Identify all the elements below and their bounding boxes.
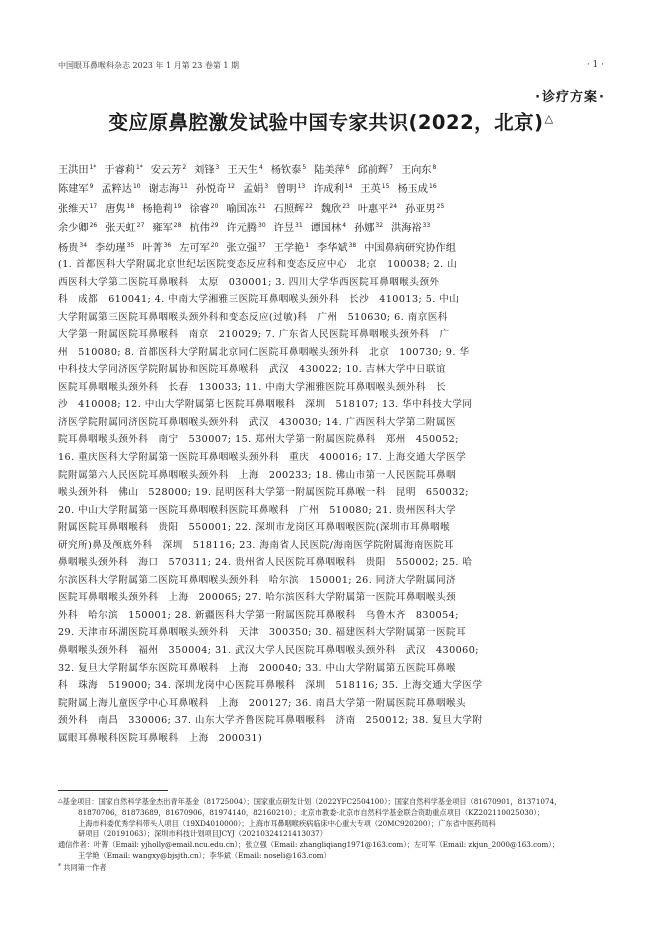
article-title [0,107,662,135]
article-title-text: 变应原鼻腔激发试验中国专家共识(2022，北京) [108,111,544,134]
author-name: 孙娜$^{32}$ [354,222,384,235]
author-name: 徐睿$^{20}$ [189,202,219,215]
author-name: 许昱$^{31}$ [273,222,303,235]
author-name: 谭国林$^4$ [310,222,347,235]
author-affiliation-index: 17 [89,202,98,210]
author-name: 叶菁$^{36}$ [142,241,172,254]
affiliation-line: 大学第一附属医院耳鼻喉科 南京 210029; 7. 广东省人民医院耳鼻咽喉头颈外科 广 [58,329,450,341]
author-name: 张立强$^{37}$ [226,241,266,254]
author-affiliation-index: 5 [302,164,307,171]
author-name: 王向东$^8$ [400,164,437,176]
co-first-author-note: * 共同第一作者 [58,862,107,872]
author-name: 孙悦奇$^{12}$ [195,183,235,196]
affiliation-line: 20. 中山大学附属第一医院耳鼻咽喉科医院耳鼻喉科 广州 510080; 21. 贵州医科大学 [58,504,457,516]
author-name: 安云芳$^2$ [150,164,187,176]
author-affiliation-index: 36 [163,241,172,249]
author-affiliation-index: 10 [132,183,141,191]
author-affiliation-index: 37 [258,241,266,249]
author-affiliation-index: 11 [180,183,188,191]
author-affiliation-index: 3 [215,164,220,171]
author-name: 王洪田$^{1*}$ [58,164,97,176]
contact-line: 通信作者：叶菁（Email: yjholly@email.ncu.edu.cn）；张立强（Email: zhangliqiang1971@163.com）；左可军（Email: zkjun_2000@163.com）； [58,840,560,850]
author-affiliation-index: 7 [389,164,393,171]
affiliation-line: (1. 首都医科大学附属北京世纪坛医院变态反应科和变态反应中心 北京 100038; 2. 山 [58,259,458,270]
author-line [58,197,608,216]
author-affiliation-index: 1* [135,164,143,171]
affiliation-line: 院附属第六人民医院耳鼻咽喉头颈外科 上海 200233; 18. 佛山市第一人民医院耳鼻咽 [58,469,457,481]
affiliation-line: 属眼耳鼻喉科医院耳鼻喉科 上海 200031) [58,732,263,744]
author-affiliation-index: 24 [389,202,398,210]
affiliation-list [58,256,605,747]
author-affiliation-index: 38 [348,241,357,249]
author-affiliation-index: 19 [173,202,182,210]
affiliation-line: 中科技大学同济医学院附属协和医院耳鼻喉科 武汉 430022; 10. 吉林大学中日联谊 [58,364,447,376]
author-name: 叶惠平$^{24}$ [357,202,398,215]
affiliation-line: 外科 哈尔滨 150001; 28. 新疆医科大学第一附属医院耳鼻喉科 乌鲁木齐 830054; [58,609,459,621]
author-name: 喻国冻$^{21}$ [226,202,266,215]
affiliation-line: 院耳鼻咽喉头颈外科 南宁 530007; 15. 郑州大学第一附属医院鼻科 郑州 450052; [58,434,459,446]
affiliation-line: 研究所)鼻及颅底外科 深圳 518116; 23. 海南省人民医院/海南医学院附属海南医院耳 [58,539,454,551]
footnote-divider [58,790,168,791]
author-affiliation-index: 15 [381,183,390,191]
author-name: 唐隽$^{18}$ [105,202,135,215]
author-affiliation-index: 16 [429,183,437,191]
affiliation-line: 29. 天津市环湖医院耳鼻咽喉头颈外科 天津 300350; 30. 福建医科大学附属第一医院耳 [58,627,467,639]
author-affiliation-index: 29 [210,222,219,230]
author-affiliation-index: 20 [210,241,219,249]
author-name: 李幼瑾$^{35}$ [95,241,135,254]
title-fund-mark: △ [544,111,554,125]
author-name: 孙亚男$^{25}$ [405,202,445,215]
author-affiliation-index: 32 [375,222,384,230]
author-name: 石照辉$^{22}$ [273,202,313,215]
author-affiliation-index: 12 [227,183,235,191]
author-list [58,158,608,255]
affiliation-line: 16. 重庆医科大学附属第一医院耳鼻咽喉头颈外科 重庆 400016; 17. 上海交通大学医学 [58,452,467,464]
author-affiliation-index: 14 [344,183,353,191]
author-name: 孟娟$^3$ [243,183,269,196]
author-affiliation-index: 1* [89,164,97,171]
author-affiliation-index: 21 [258,202,266,210]
author-affiliation-index: 22 [305,202,313,210]
fund-line: △基金项目：国家自然科学基金杰出青年基金（81725004）；国家重点研发计划（2022YFC2504100）；国家自然科学基金项目（81670901，81371074， [58,797,562,806]
author-affiliation-index: 33 [422,222,431,230]
affiliation-line: 医院耳鼻咽喉头颈外科 上海 200065; 27. 哈尔滨医科大学附属第一医院耳鼻咽喉头颈 [58,592,457,604]
author-name: 杨贵$^{34}$ [58,241,88,254]
author-affiliation-index: 26 [89,222,98,230]
affiliation-line: 科 珠海 519000; 34. 深圳龙岗中心医院耳鼻喉科 深圳 518116; 35. 上海交通大学医学 [58,680,483,692]
fund-line: 研项目（20191063）；深圳市科技计划项目JCYJ（20210324121413037） [78,829,327,839]
author-affiliation-index: 8 [432,164,437,171]
author-name: 王天生$^4$ [227,164,263,176]
author-name: 余少卿$^{26}$ [58,222,98,235]
author-name: 陆美萍$^6$ [314,164,350,176]
author-name: 王学艳$^1$ [273,241,310,254]
affiliation-line: 科 成都 610041; 4. 中南大学湘雅三医院耳鼻咽喉头颈外科 长沙 410013; 5. 中山 [58,294,460,306]
author-affiliation-index: 28 [173,222,182,230]
affiliation-line: 鼻咽喉头颈外科 海口 570311; 24. 贵州省人民医院耳鼻咽喉科 贵阳 550002; 25. 哈 [58,557,473,569]
footnotes [58,796,610,874]
author-name: 左可军$^{20}$ [179,241,219,254]
co-first-mark: * [58,862,61,870]
affiliation-line: 医院耳鼻咽喉头颈外科 长春 130033; 11. 中南大学湘雅医院耳鼻咽喉头颈外科 长 [58,381,447,393]
running-head: 中国眼耳鼻喉科杂志 2023 年 1 月第 23 卷第 1 期 [58,61,240,70]
author-affiliation-index: 25 [436,202,445,210]
author-line [58,216,608,235]
author-name: 曾明$^{13}$ [276,183,306,196]
author-name: 刘锋$^3$ [194,164,220,176]
affiliation-line: 大学附属第三医院耳鼻咽喉头颈外科和变态反应(过敏)科 广州 510630; 6. 南京医科 [58,311,448,323]
author-name: 王英$^{15}$ [360,183,390,196]
author-affiliation-index: 18 [126,202,135,210]
affiliation-line: 颈外科 南昌 330006; 37. 山东大学齐鲁医院耳鼻咽喉科 济南 250012; 38. 复旦大学附 [58,715,483,727]
affiliation-line: 西医科大学第二医院耳鼻喉科 太原 030001; 3. 四川大学华西医院耳鼻咽喉头颈外 [58,276,440,288]
author-name: 杨钦泰$^5$ [270,164,307,176]
author-name: 杨玉成$^{16}$ [397,183,437,196]
page-number: · 1 · [586,60,604,70]
author-affiliation-index: 1 [305,241,310,249]
author-line [58,177,608,196]
author-name: 杨艳莉$^{19}$ [142,202,182,215]
author-name: 张维天$^{17}$ [58,202,98,215]
author-affiliation-index: 9 [89,183,94,191]
author-name: 杭伟$^{29}$ [189,222,219,235]
author-affiliation-index: 4 [258,164,263,171]
author-name: 洪海裕$^{33}$ [391,222,431,235]
affiliation-line: 附属医院耳鼻咽喉科 贵阳 550001; 22. 深圳市龙岗区耳鼻咽喉医院(深圳市耳鼻咽喉 [58,522,451,534]
author-name: 雍军$^{28}$ [152,222,182,235]
author-name: 孟粹达$^{10}$ [101,183,141,196]
affiliation-line: 32. 复旦大学附属华东医院耳鼻喉科 上海 200040; 33. 中山大学附属第五医院耳鼻喉 [58,662,457,674]
author-name: 于睿莉$^{1*}$ [104,164,143,176]
affiliation-line: 济医学院附属同济医院耳鼻咽喉头颈外科 武汉 430030; 14. 广西医科大学第二附属医 [58,416,457,428]
author-line [58,158,608,177]
author-affiliation-index: 23 [342,202,350,210]
affiliation-line: 尔滨医科大学附属第二医院耳鼻咽喉头颈外科 哈尔滨 150001; 26. 同济大学附属同济 [58,574,457,586]
author-affiliation-index: 30 [258,222,266,230]
author-affiliation-index: 6 [345,164,350,171]
affiliation-line: 喉头颈外科 佛山 528000; 19. 昆明医科大学第一附属医院耳鼻喉一科 昆明 650032; [58,487,469,499]
section-label: ·诊疗方案· [535,90,605,105]
author-affiliation-index: 34 [79,241,88,249]
author-name: 许成利$^{14}$ [313,183,353,196]
section-label-text: 诊疗方案 [542,90,599,105]
author-affiliation-index: 4 [342,222,347,230]
author-name: 中国鼻病研究协作组 [364,242,456,254]
fund-line: 81870706，81873689，81670906，81974140，82160210）；北京市教委-北京市自然科学基金联合资助重点项目（KZ202110025030）； [78,807,545,817]
author-affiliation-index: 2 [182,164,187,171]
affiliation-line: 沙 410008; 12. 中山大学附属第七医院耳鼻咽喉科 深圳 518107; 13. 华中科技大学同 [58,399,473,411]
affiliation-line: 鼻咽喉头颈外科 福州 350004; 31. 武汉大学人民医院耳鼻咽喉头颈外科 武汉 430060; [58,645,479,657]
fund-line: 上海市科委优秀学科带头人项目（19XD4010000）；上海市耳鼻咽喉疾病临床中心重大专项（20MC920200）；广东省中医药局科 [78,818,496,828]
author-affiliation-index: 13 [297,183,306,191]
fund-mark: △ [58,797,63,804]
affiliation-line: 州 510080; 8. 首都医科大学附属北京同仁医院耳鼻咽喉头颈外科 北京 100730; 9. 华 [58,346,470,358]
author-affiliation-index: 3 [264,183,269,191]
author-affiliation-index: 31 [295,222,303,230]
author-name: 李华斌$^{38}$ [317,241,357,254]
author-affiliation-index: 35 [126,241,135,249]
author-name: 谢志海$^{11}$ [148,183,188,196]
author-line [58,236,608,255]
author-affiliation-index: 20 [210,202,219,210]
author-name: 邱前辉$^7$ [357,164,393,176]
author-name: 许元腾$^{30}$ [226,222,266,235]
contact-line: 王学艳（Email: wangxy@bjsjth.cn）；李华斌（Email: noseli@163.com） [78,850,331,860]
author-affiliation-index: 27 [136,222,145,230]
author-name: 张天虹$^{27}$ [105,222,145,235]
author-name: 陈建军$^9$ [58,183,94,196]
author-name: 魏欣$^{23}$ [320,202,350,215]
affiliation-line: 院附属上海儿童医学中心耳鼻喉科 上海 200127; 36. 南昌大学第一附属医院耳鼻咽喉头 [58,697,467,709]
